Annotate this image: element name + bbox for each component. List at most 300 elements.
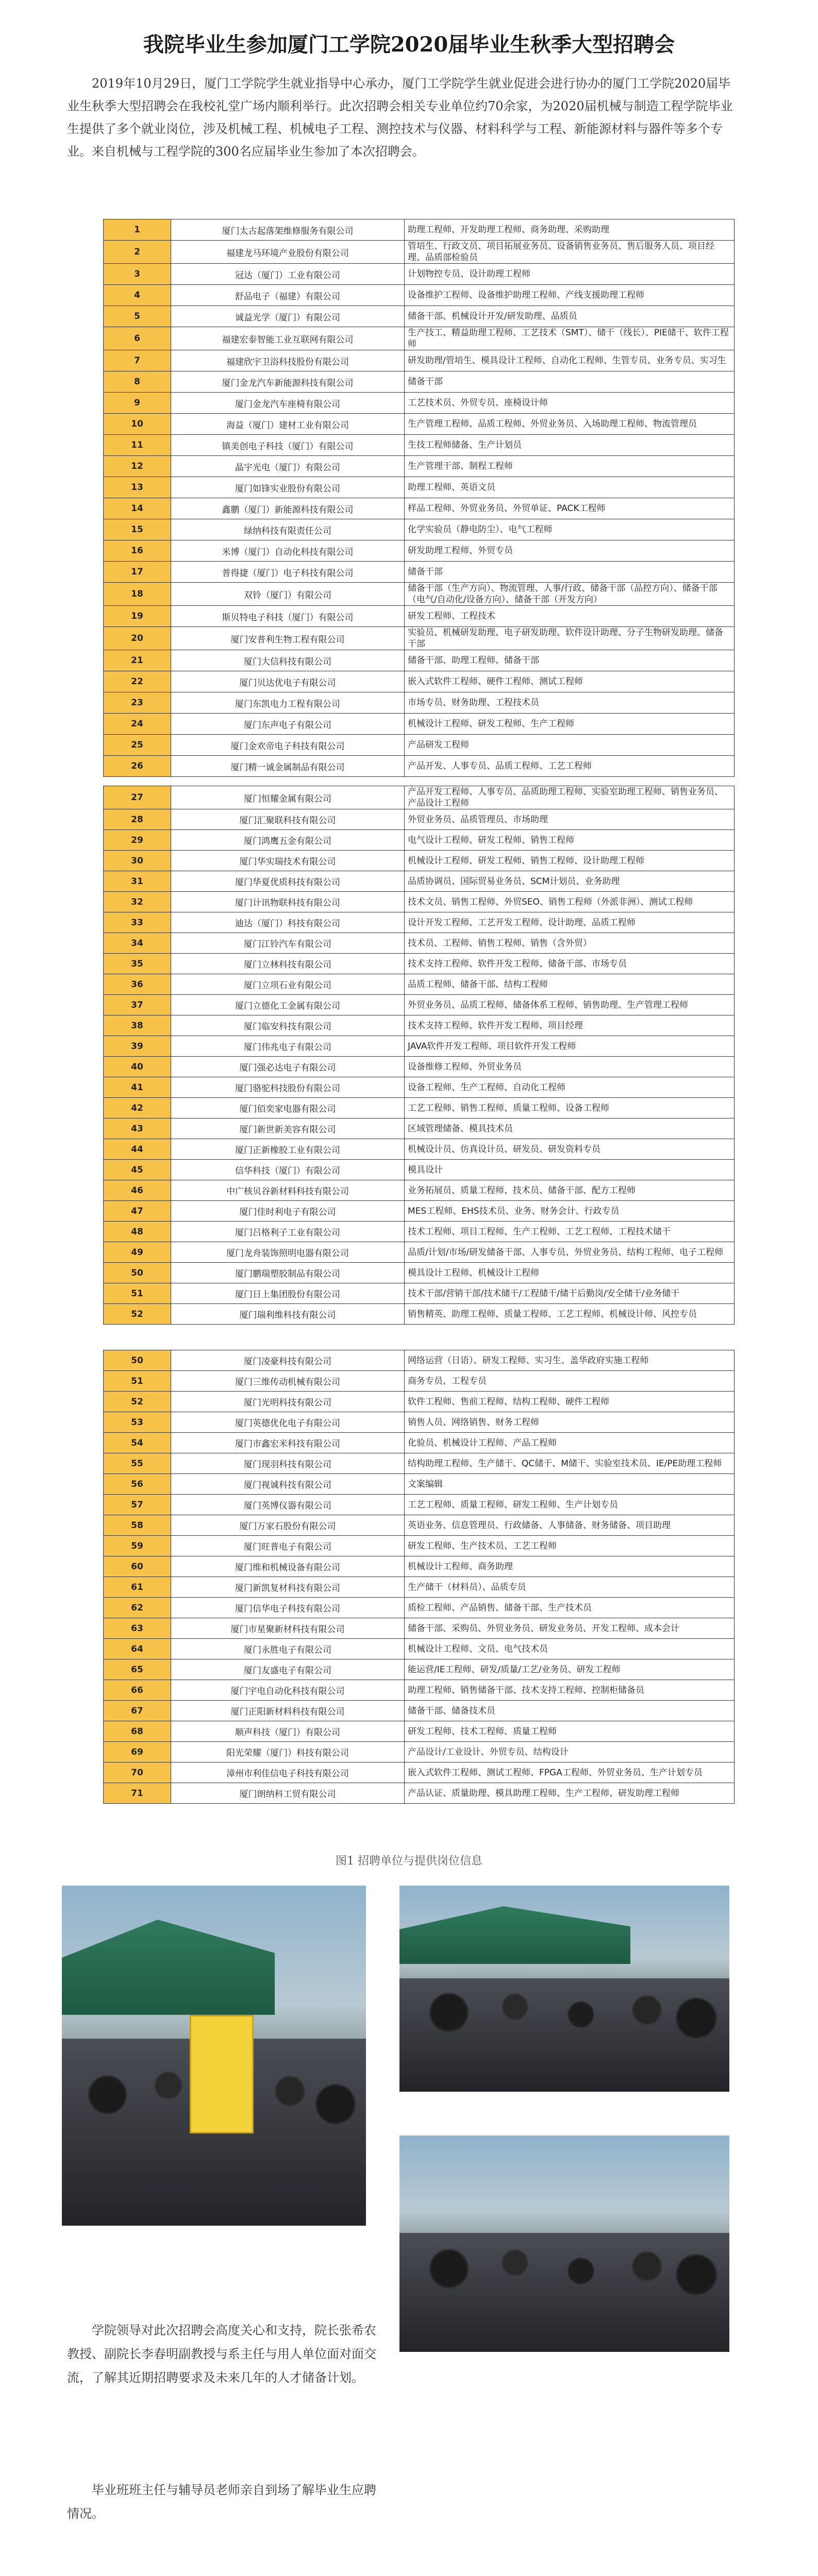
- positions: 样品工程师、外贸业务员、外贸单证、PACK工程师: [405, 498, 734, 519]
- row-number: 65: [104, 1659, 171, 1680]
- photo-fair-crowd-2: [399, 2136, 729, 2352]
- table-row: [104, 1639, 734, 1659]
- positions: 品质工程师、储备干部、结构工程师: [405, 974, 734, 995]
- company-name: 厦门贝达优电子有限公司: [171, 671, 405, 692]
- row-number: 36: [104, 974, 171, 995]
- company-name: 厦门正新橡胶工业有限公司: [171, 1139, 405, 1160]
- company-name: 厦门华实瑞技术有限公司: [171, 851, 405, 871]
- row-number: 7: [104, 350, 171, 371]
- row-number: 1: [104, 219, 171, 241]
- positions: 产品研发工程师: [405, 735, 734, 756]
- company-name: 厦门强必达电子有限公司: [171, 1057, 405, 1077]
- row-number: 43: [104, 1118, 171, 1139]
- row-number: 41: [104, 1077, 171, 1098]
- row-number: 39: [104, 1036, 171, 1057]
- table-row: [104, 456, 734, 477]
- positions: 技术干部/营销干部/技术储干/工程储干/储干后勤岗/安全储干/业务储干: [405, 1283, 734, 1304]
- row-number: 59: [104, 1536, 171, 1556]
- positions: 实验员、机械研发助理、电子研发助理、软件设计助理、分子生物研发助理、储备干部: [405, 627, 734, 650]
- row-number: 32: [104, 892, 171, 912]
- photo-fair-crowd-1: [399, 1886, 729, 2092]
- company-name: 厦门佳时利电子有限公司: [171, 1201, 405, 1222]
- row-number: 63: [104, 1618, 171, 1639]
- company-name: 厦门信华电子科技有限公司: [171, 1598, 405, 1618]
- row-number: 37: [104, 995, 171, 1015]
- company-name: 厦门恒耀金属有限公司: [171, 786, 405, 809]
- company-name: 阳光荣耀（厦门）科技有限公司: [171, 1742, 405, 1762]
- table-row: [104, 1118, 734, 1139]
- positions: 化验员、机械设计工程师、产品工程师: [405, 1433, 734, 1453]
- row-number: 18: [104, 583, 171, 606]
- positions: 工艺工程师、质量工程师、研发工程师、生产计划专员: [405, 1495, 734, 1515]
- company-name: 厦门东凯电力工程有限公司: [171, 692, 405, 714]
- row-number: 71: [104, 1783, 171, 1804]
- table-row: [104, 851, 734, 871]
- positions: 设计开发工程师、工艺开发工程师、设计助理、品质工程师: [405, 912, 734, 933]
- recruiter-table-2: [103, 786, 734, 1325]
- positions: 化学实验员（静电防尘）、电气工程师: [405, 519, 734, 540]
- table-caption: 图1 招聘单位与提供岗位信息: [336, 1855, 482, 1868]
- positions: 软件工程师、售前工程师、结构工程师、硬件工程师: [405, 1392, 734, 1412]
- table-row: [104, 241, 734, 264]
- row-number: 62: [104, 1598, 171, 1618]
- positions: 模具设计工程师、机械设计工程师: [405, 1263, 734, 1283]
- company-name: 鑫鹏（厦门）新能源科技有限公司: [171, 498, 405, 519]
- positions: 储备干部、机械设计开发/研发助理、品质员: [405, 306, 734, 327]
- company-name: 厦门英博仪器有限公司: [171, 1495, 405, 1515]
- table-row: [104, 1392, 734, 1412]
- table-row: [104, 1283, 734, 1304]
- company-name: 福建宏泰智能工业互联网有限公司: [171, 327, 405, 350]
- company-name: 厦门立德化工金属有限公司: [171, 995, 405, 1015]
- row-number: 11: [104, 435, 171, 456]
- company-name: 厦门华夏优质科技有限公司: [171, 871, 405, 892]
- table-row: [104, 1057, 734, 1077]
- positions: 研发助理/管培生、模具设计工程师、自动化工程师、生管专员、业务专员、实习生: [405, 350, 734, 371]
- company-name: 厦门伟兆电子有限公司: [171, 1036, 405, 1057]
- table-row: [104, 871, 734, 892]
- table-row: [104, 519, 734, 540]
- company-name: 厦门骆驼科技股份有限公司: [171, 1077, 405, 1098]
- row-number: 15: [104, 519, 171, 540]
- positions: 产品开发、人事专员、品质工程师、工艺工程师: [405, 756, 734, 777]
- company-name: 双铃（厦门）有限公司: [171, 583, 405, 606]
- table-row: [104, 1453, 734, 1474]
- row-number: 51: [104, 1371, 171, 1392]
- row-number: 14: [104, 498, 171, 519]
- table-row: [104, 477, 734, 498]
- row-number: 28: [104, 809, 171, 830]
- table-row: [104, 1242, 734, 1263]
- table-row: [104, 714, 734, 735]
- table-row: [104, 1495, 734, 1515]
- row-number: 60: [104, 1556, 171, 1577]
- positions: 机械设计工程师、研发工程师、销售工程师、设计助理工程师: [405, 851, 734, 871]
- company-name: 厦门新凯复材科技有限公司: [171, 1577, 405, 1598]
- table-row: [104, 285, 734, 306]
- company-name: 厦门如锋实业股份有限公司: [171, 477, 405, 498]
- table-row: [104, 327, 734, 350]
- row-number: 61: [104, 1577, 171, 1598]
- positions: 技术支持工程师、软件开发工程师、项目经理: [405, 1015, 734, 1036]
- row-number: 52: [104, 1392, 171, 1412]
- positions: 外贸业务员、品质管理员、市场助理: [405, 809, 734, 830]
- table-row: [104, 1577, 734, 1598]
- table-row: [104, 306, 734, 327]
- positions: 业务拓展员、质量工程师、技术员、储备干部、配方工程师: [405, 1180, 734, 1201]
- row-number: 34: [104, 933, 171, 954]
- table-row: [104, 974, 734, 995]
- table-row: [104, 393, 734, 414]
- positions: 电气设计工程师、研发工程师、销售工程师: [405, 830, 734, 851]
- positions: 生产管理工程师、品质工程师、外贸业务员、入场助理工程师、物流管理员: [405, 414, 734, 435]
- table-row: [104, 435, 734, 456]
- table-row: [104, 414, 734, 435]
- positions: 嵌入式软件工程师、测试工程师、FPGA工程师、外贸业务员、生产计划专员: [405, 1762, 734, 1783]
- positions: 研发工程师、生产技术员、工艺工程师: [405, 1536, 734, 1556]
- positions: 商务专员、工程专员: [405, 1371, 734, 1392]
- table-row: [104, 1618, 734, 1639]
- company-name: 厦门宇电自动化科技有限公司: [171, 1680, 405, 1701]
- positions: 结构助理工程师、生产储干、QC储干、M储干、实验室技术员、IE/PE助理工程师: [405, 1453, 734, 1474]
- positions: 助理工程师、开发助理工程师、商务助理、采购助理: [405, 219, 734, 241]
- positions: 品质协调员、国际贸易业务员、SCM计划员、业务助理: [405, 871, 734, 892]
- positions: 网络运营（日语）、研发工程师、实习生、盖华政府实施工程师: [405, 1350, 734, 1371]
- row-number: 47: [104, 1201, 171, 1222]
- row-number: 54: [104, 1433, 171, 1453]
- positions: 储备干部、助理工程师、储备干部: [405, 650, 734, 671]
- table-row: [104, 1036, 734, 1057]
- company-name: 迪达（厦门）科技有限公司: [171, 912, 405, 933]
- table-row: [104, 650, 734, 671]
- table-row: [104, 583, 734, 606]
- row-number: 67: [104, 1701, 171, 1721]
- table-row: [104, 1762, 734, 1783]
- positions: 文案编辑: [405, 1474, 734, 1495]
- positions: 助理工程师、英语文员: [405, 477, 734, 498]
- row-number: 8: [104, 371, 171, 393]
- row-number: 16: [104, 540, 171, 562]
- recruiter-table-1: [103, 219, 734, 777]
- company-name: 厦门光明科技有限公司: [171, 1392, 405, 1412]
- positions: 产品设计/工业设计、外贸专员、结构设计: [405, 1742, 734, 1762]
- row-number: 42: [104, 1098, 171, 1118]
- positions: 储备干部、储备技术员: [405, 1701, 734, 1721]
- table-row: [104, 1160, 734, 1180]
- positions: 机械设计工程师、研发工程师、生产工程师: [405, 714, 734, 735]
- company-name: 厦门太古起落架维修服务有限公司: [171, 219, 405, 241]
- positions: 机械设计工程师、商务助理: [405, 1556, 734, 1577]
- row-number: 3: [104, 264, 171, 285]
- company-name: 厦门龙舟装饰照明电器有限公司: [171, 1242, 405, 1263]
- company-name: 绿纳科技有限责任公司: [171, 519, 405, 540]
- table-row: [104, 1263, 734, 1283]
- table-row: [104, 1139, 734, 1160]
- company-name: 晶宇光电（厦门）有限公司: [171, 456, 405, 477]
- company-name: 厦门正阳新材料科技有限公司: [171, 1701, 405, 1721]
- company-name: 厦门英德优化电子有限公司: [171, 1412, 405, 1433]
- positions: 储备干部、采购员、外贸业务员、研发业务员、开发工程师、成本会计: [405, 1618, 734, 1639]
- company-name: 厦门佰奕家电器有限公司: [171, 1098, 405, 1118]
- table-row: [104, 264, 734, 285]
- company-name: 福建龙马环境产业股份有限公司: [171, 241, 405, 264]
- positions: 工艺工程师、销售工程师、质量工程师、设备工程师: [405, 1098, 734, 1118]
- row-number: 58: [104, 1515, 171, 1536]
- positions: 生产储干（材料员）、品质专员: [405, 1577, 734, 1598]
- row-number: 10: [104, 414, 171, 435]
- table-row: [104, 219, 734, 241]
- row-number: 26: [104, 756, 171, 777]
- row-number: 68: [104, 1721, 171, 1742]
- table-row: [104, 786, 734, 809]
- company-name: 漳州市利佳信电子科技有限公司: [171, 1762, 405, 1783]
- paragraph-teachers: 毕业班班主任与辅导员老师亲自到场了解毕业生应聘情况。: [67, 2483, 376, 2521]
- positions: 生产管理干部、制程工程师: [405, 456, 734, 477]
- row-number: 20: [104, 627, 171, 650]
- positions: 技术文员、销售工程师、外贸SEO、销售工程师（外派非洲）、测试工程师: [405, 892, 734, 912]
- company-name: 海益（厦门）建材工业有限公司: [171, 414, 405, 435]
- row-number: 21: [104, 650, 171, 671]
- table-row: [104, 1556, 734, 1577]
- positions: 英语业务、信息管理员、行政储备、人事储备、财务储备、项目助理: [405, 1515, 734, 1536]
- table-row: [104, 692, 734, 714]
- company-name: 厦门东声电子有限公司: [171, 714, 405, 735]
- company-name: 普得捷（厦门）电子科技有限公司: [171, 562, 405, 583]
- company-name: 镇美创电子科技（厦门）有限公司: [171, 435, 405, 456]
- row-number: 9: [104, 393, 171, 414]
- row-number: 2: [104, 241, 171, 264]
- company-name: 福建欣宇卫浴科技股份有限公司: [171, 350, 405, 371]
- company-name: 厦门朗纳科工贸有限公司: [171, 1783, 405, 1804]
- row-number: 22: [104, 671, 171, 692]
- row-number: 31: [104, 871, 171, 892]
- row-number: 46: [104, 1180, 171, 1201]
- recruiter-table-3: [103, 1350, 734, 1804]
- row-number: 17: [104, 562, 171, 583]
- positions: 模具设计: [405, 1160, 734, 1180]
- positions: 研发工程师、技术工程师、质量工程师: [405, 1721, 734, 1742]
- positions: 技术工程师、项目工程师、生产工程师、工艺工程师、工程技术储干: [405, 1222, 734, 1242]
- row-number: 30: [104, 851, 171, 871]
- company-name: 厦门视诚科技有限公司: [171, 1474, 405, 1495]
- table-row: [104, 1304, 734, 1325]
- company-name: 厦门万家石股份有限公司: [171, 1515, 405, 1536]
- table-row: [104, 562, 734, 583]
- positions: 设备维护工程师、设备维护助理工程师、产线支援助理工程师: [405, 285, 734, 306]
- positions: 设备维修工程师、外贸业务员: [405, 1057, 734, 1077]
- company-name: 厦门金龙汽车新能源科技有限公司: [171, 371, 405, 393]
- company-name: 中广核贝谷新材料科技有限公司: [171, 1180, 405, 1201]
- row-number: 64: [104, 1639, 171, 1659]
- company-name: 厦门汇聚联科技有限公司: [171, 809, 405, 830]
- positions: 技术支持工程师、软件开发工程师、储备干部、市场专员: [405, 954, 734, 974]
- table-row: [104, 540, 734, 562]
- positions: 技术员、工程师、销售工程师、销售（含外贸）: [405, 933, 734, 954]
- row-number: 50: [104, 1263, 171, 1283]
- company-name: 厦门临安科技有限公司: [171, 1015, 405, 1036]
- row-number: 4: [104, 285, 171, 306]
- table-row: [104, 1412, 734, 1433]
- positions: 质检工程师、产品销售、储备干部、生产技术员: [405, 1598, 734, 1618]
- company-name: 厦门现羽科技有限公司: [171, 1453, 405, 1474]
- company-name: 米博（厦门）自动化科技有限公司: [171, 540, 405, 562]
- table-row: [104, 1201, 734, 1222]
- positions: 产品开发工程师、人事专员、品质助理工程师、实验室助理工程师、销售业务员、产品设计工程师: [405, 786, 734, 809]
- row-number: 50: [104, 1350, 171, 1371]
- row-number: 52: [104, 1304, 171, 1325]
- positions: 储备干部（生产方向）、物流管理、人事/行政、储备干部（品控方向）、储备干部（电气/自动化/设备方向）、储备干部（开发方向）: [405, 583, 734, 606]
- positions: 研发工程师、工程技术: [405, 606, 734, 627]
- company-name: 舒品电子（福建）有限公司: [171, 285, 405, 306]
- row-number: 33: [104, 912, 171, 933]
- positions: 销售精英、助理工程师、质量工程师、工艺工程师、机械设计师、风控专员: [405, 1304, 734, 1325]
- row-number: 49: [104, 1242, 171, 1263]
- table-row: [104, 756, 734, 777]
- table-row: [104, 627, 734, 650]
- table-row: [104, 1433, 734, 1453]
- company-name: 厦门旺普电子有限公司: [171, 1536, 405, 1556]
- row-number: 57: [104, 1495, 171, 1515]
- table-row: [104, 350, 734, 371]
- row-number: 48: [104, 1222, 171, 1242]
- row-number: 40: [104, 1057, 171, 1077]
- table-row: [104, 912, 734, 933]
- company-name: 厦门金龙汽车座椅有限公司: [171, 393, 405, 414]
- positions: 生技工程师储备、生产计划员: [405, 435, 734, 456]
- positions: 储备干部: [405, 371, 734, 393]
- positions: 储备干部: [405, 562, 734, 583]
- row-number: 51: [104, 1283, 171, 1304]
- row-number: 38: [104, 1015, 171, 1036]
- positions: 产品认证、质量助理、模具助理工程师、生产工程师、研发助理工程师: [405, 1783, 734, 1804]
- table-row: [104, 1783, 734, 1804]
- table-row: [104, 933, 734, 954]
- row-number: 13: [104, 477, 171, 498]
- table-row: [104, 892, 734, 912]
- table-row: [104, 1222, 734, 1242]
- company-name: 厦门市鑫宏米科技有限公司: [171, 1433, 405, 1453]
- positions: 嵌入式软件工程师、硬件工程师、测试工程师: [405, 671, 734, 692]
- table-row: [104, 995, 734, 1015]
- table-row: [104, 1598, 734, 1618]
- positions: 生产技工、精益助理工程师、工艺技术（SMT）、储干（线长）、PIE储干、软件工程师: [405, 327, 734, 350]
- row-number: 27: [104, 786, 171, 809]
- company-name: 厦门新世新美容有限公司: [171, 1118, 405, 1139]
- row-number: 45: [104, 1160, 171, 1180]
- positions: 助理工程师、销售储备干部、技术支持工程师、控制柜储备员: [405, 1680, 734, 1701]
- table-row: [104, 1515, 734, 1536]
- table-row: [104, 1180, 734, 1201]
- row-number: 23: [104, 692, 171, 714]
- positions: 机械设计员、仿真设计员、研发员、研发资料专员: [405, 1139, 734, 1160]
- table-row: [104, 1721, 734, 1742]
- table-row: [104, 1536, 734, 1556]
- row-number: 66: [104, 1680, 171, 1701]
- table-row: [104, 1350, 734, 1371]
- table-row: [104, 809, 734, 830]
- company-name: 厦门维和机械设备有限公司: [171, 1556, 405, 1577]
- positions: 计划物控专员、设计助理工程师: [405, 264, 734, 285]
- row-number: 12: [104, 456, 171, 477]
- row-number: 56: [104, 1474, 171, 1495]
- row-number: 69: [104, 1742, 171, 1762]
- row-number: 24: [104, 714, 171, 735]
- table-row: [104, 1659, 734, 1680]
- table-row: [104, 498, 734, 519]
- table-row: [104, 1680, 734, 1701]
- company-name: 顺声科技（厦门）有限公司: [171, 1721, 405, 1742]
- row-number: 29: [104, 830, 171, 851]
- company-name: 厦门凌豪科技有限公司: [171, 1350, 405, 1371]
- company-name: 厦门金欢帝电子科技有限公司: [171, 735, 405, 756]
- company-name: 厦门江铃汽车有限公司: [171, 933, 405, 954]
- positions: 市场专员、财务助理、工程技术员: [405, 692, 734, 714]
- positions: MES工程师、EHS技术员、业务、财务会计、行政专员: [405, 1201, 734, 1222]
- table-row: [104, 1742, 734, 1762]
- company-name: 冠达（厦门）工业有限公司: [171, 264, 405, 285]
- photo-leaders-at-booth: [62, 1886, 366, 2226]
- paragraph-leaders: 学院领导对此次招聘会高度关心和支持，院长张希农教授、副院长李春明副教授与系主任与用人单位面对面交流，了解其近期招聘要求及未来几年的人才储备计划。: [67, 2323, 376, 2385]
- company-name: 厦门鹏瑞塑胶制品有限公司: [171, 1263, 405, 1283]
- positions: 管培生、行政文员、项目拓展业务员、设备销售业务员、售后服务人员、项目经理、品质部检验员: [405, 241, 734, 264]
- positions: 区域管理储备、模具技术员: [405, 1118, 734, 1139]
- company-name: 厦门立项石业有限公司: [171, 974, 405, 995]
- table-row: [104, 1701, 734, 1721]
- company-name: 厦门三维传动机械有限公司: [171, 1371, 405, 1392]
- company-name: 厦门日上集团股份有限公司: [171, 1283, 405, 1304]
- table-row: [104, 1474, 734, 1495]
- row-number: 35: [104, 954, 171, 974]
- table-row: [104, 371, 734, 393]
- positions: 设备工程师、生产工程师、自动化工程师: [405, 1077, 734, 1098]
- company-name: 厦门鸿鹰五金有限公司: [171, 830, 405, 851]
- table-row: [104, 671, 734, 692]
- company-name: 厦门瑞利维科技有限公司: [171, 1304, 405, 1325]
- row-number: 5: [104, 306, 171, 327]
- company-name: 厦门永胜电子有限公司: [171, 1639, 405, 1659]
- table-row: [104, 1077, 734, 1098]
- positions: 销售人员、网络销售、财务工程师: [405, 1412, 734, 1433]
- company-name: 厦门立林科技有限公司: [171, 954, 405, 974]
- table-row: [104, 735, 734, 756]
- row-number: 70: [104, 1762, 171, 1783]
- company-name: 厦门计讯物联科技有限公司: [171, 892, 405, 912]
- table-row: [104, 954, 734, 974]
- row-number: 19: [104, 606, 171, 627]
- intro-paragraph: 2019年10月29日，厦门工学院学生就业指导中心承办，厦门工学院学生就业促进会进行协办的厦门工学院2020届毕业生秋季大型招聘会在我校礼堂广场内顺利举行。此次招聘会相关专业单位约70余家，为2020届机械与制造工程学院毕业生提供了多个就业岗位，涉及机械工程、机械电子工程、测控技术与仪器、材料科学与工程、新能源材料与器件等多个专业。来自机械与工程学院的300名应届毕业生参加了本次招聘会。: [67, 76, 733, 159]
- article-title: 我院毕业生参加厦门工学院2020届毕业生秋季大型招聘会: [143, 32, 675, 57]
- positions: 研发助理工程师、外贸专员: [405, 540, 734, 562]
- company-name: 诚益光学（厦门）有限公司: [171, 306, 405, 327]
- company-name: 信华科技（厦门）有限公司: [171, 1160, 405, 1180]
- company-name: 厦门友盛电子有限公司: [171, 1659, 405, 1680]
- company-name: 厦门大信科技有限公司: [171, 650, 405, 671]
- row-number: 25: [104, 735, 171, 756]
- row-number: 44: [104, 1139, 171, 1160]
- table-row: [104, 1098, 734, 1118]
- company-name: 厦门安普利生物工程有限公司: [171, 627, 405, 650]
- positions: 品质/计划/市场/研发储备干部、人事专员、外贸业务员、结构工程师、电子工程师: [405, 1242, 734, 1263]
- company-name: 厦门市星聚新材科技有限公司: [171, 1618, 405, 1639]
- row-number: 6: [104, 327, 171, 350]
- company-name: 厦门吕格利子工业有限公司: [171, 1222, 405, 1242]
- table-row: [104, 606, 734, 627]
- row-number: 55: [104, 1453, 171, 1474]
- company-name: 厦门精一诚金属制品有限公司: [171, 756, 405, 777]
- positions: JAVA软件开发工程师、项目软件开发工程师: [405, 1036, 734, 1057]
- table-row: [104, 830, 734, 851]
- positions: 机械设计工程师、文员、电气技术员: [405, 1639, 734, 1659]
